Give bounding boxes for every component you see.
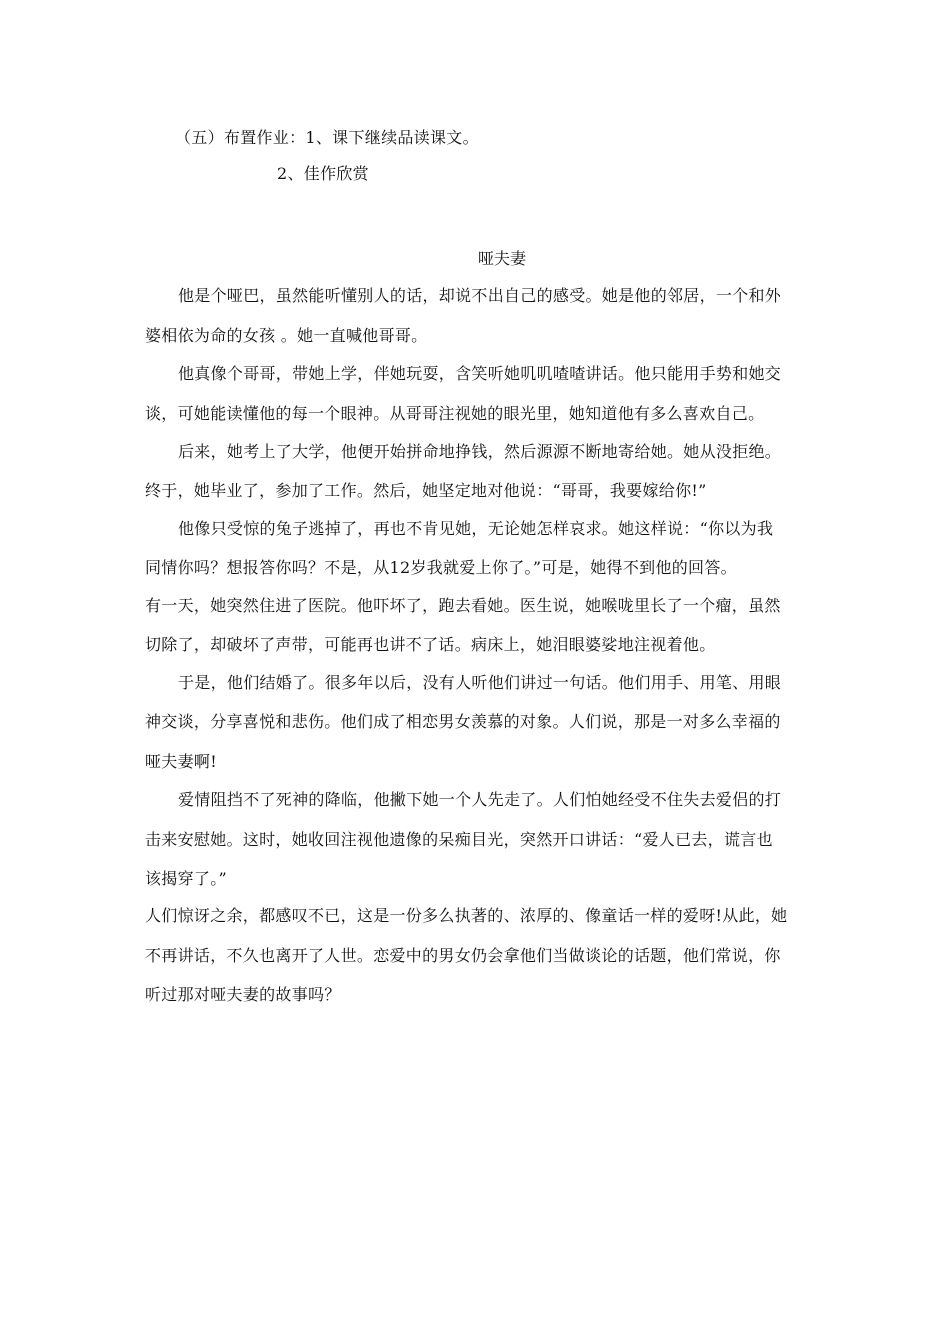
essay-line: 不再讲话，不久也离开了人世。恋爱中的男女仍会拿他们当做谈论的话题，他们常说，你 (145, 946, 781, 965)
essay-line: 击来安慰她。这时，她收回注视他遗像的呆痴目光，突然开口讲话：“爱人已去，谎言也 (145, 830, 773, 849)
essay-line: 该揭穿了。” (145, 869, 227, 888)
essay-line: 他是个哑巴，虽然能听懂别人的话，却说不出自己的感受。她是他的邻居，一个和外 (178, 286, 782, 305)
essay-line: 人们惊讶之余，都感叹不已，这是一份多么执著的、浓厚的、像童话一样的爱呀!从此，她 (145, 906, 788, 925)
essay-line: 终于，她毕业了，参加了工作。然后，她坚定地对他说：“哥哥，我要嫁给你!” (145, 481, 707, 500)
essay-line: 婆相依为命的女孩 。她一直喊他哥哥。 (145, 326, 428, 345)
essay-line: 于是，他们结婚了。很多年以后，没有人听他们讲过一句话。他们用手、用笔、用眼 (178, 673, 782, 692)
essay-line: 他真像个哥哥，带她上学，伴她玩耍，含笑听她叽叽喳喳讲话。他只能用手势和她交 (178, 364, 782, 383)
essay-line: 切除了，却破坏了声带，可能再也讲不了话。病床上，她泪眼婆娑地注视着他。 (145, 635, 716, 654)
essay-line: 他像只受惊的兔子逃掉了，再也不肯见她，无论她怎样哀求。她这样说：“你以为我 (178, 519, 774, 538)
essay-line: 同情你吗？想报答你吗？不是，从12岁我就爱上你了。”可是，她得不到他的回答。 (145, 558, 737, 577)
essay-line: 哑夫妻啊! (145, 752, 217, 771)
essay-line: 后来，她考上了大学，他便开始拼命地挣钱，然后源源不断地寄给她。她从没拒绝。 (178, 442, 782, 461)
homework-line: （五）布置作业：1、课下继续品读课文。 (175, 128, 479, 147)
essay-title: 哑夫妻 (478, 249, 527, 268)
essay-line: 有一天，她突然住进了医院。他吓坏了，跑去看她。医生说，她喉咙里长了一个瘤，虽然 (145, 596, 781, 615)
essay-line: 听过那对哑夫妻的故事吗？ (145, 985, 341, 1004)
homework-subitem: 2、佳作欣赏 (277, 164, 369, 183)
essay-line: 爱情阻挡不了死神的降临，他撇下她一个人先走了。人们怕她经受不住失去爱侣的打 (178, 790, 782, 809)
essay-line: 谈，可她能读懂他的每一个眼神。从哥哥注视她的眼光里，她知道他有多么喜欢自己。 (145, 404, 765, 423)
essay-line: 神交谈，分享喜悦和悲伤。他们成了相恋男女羡慕的对象。人们说，那是一对多么幸福的 (145, 712, 781, 731)
